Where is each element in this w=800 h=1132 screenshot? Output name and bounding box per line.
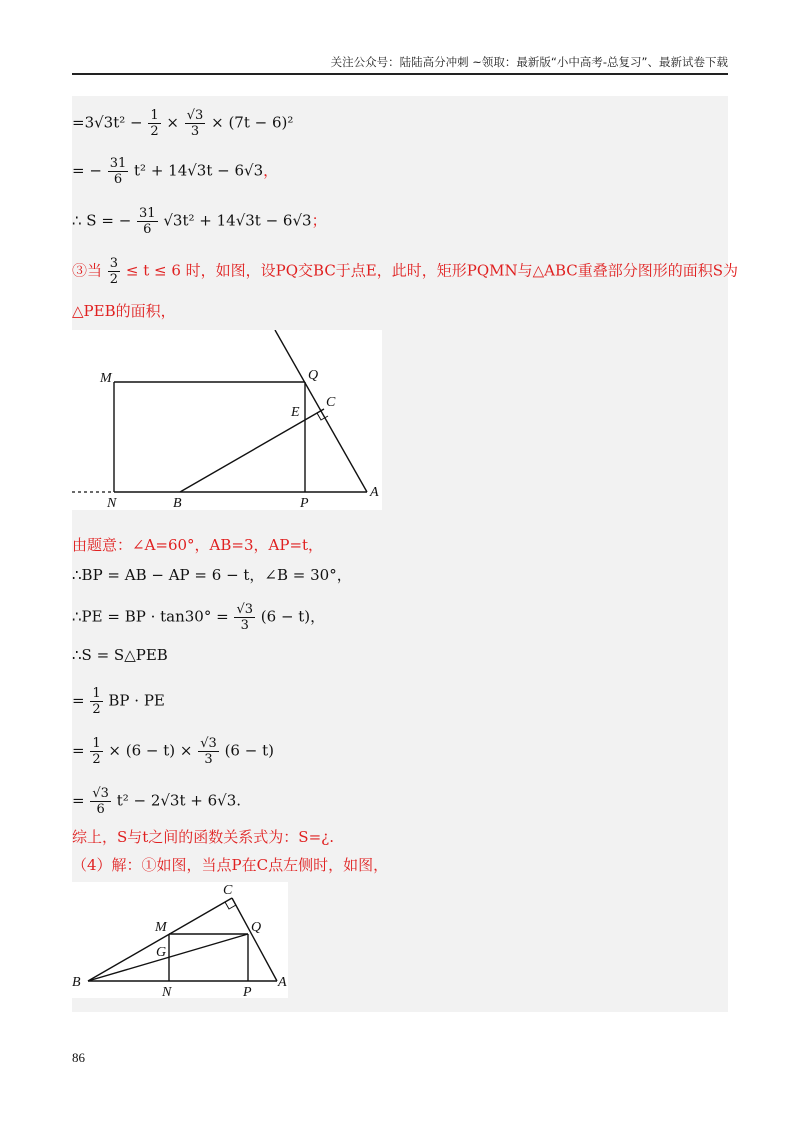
frac-3-over-2: $\frac{3}{2}$	[109, 256, 119, 287]
segment-BC	[88, 898, 232, 981]
equation-line-2	[72, 156, 278, 187]
bp-expression: ∴BP = AB − AP = 6 − t，∠B = 30°，	[72, 566, 352, 584]
frac-sqrt3-over-6: $\frac{√3}{6}$	[92, 786, 109, 817]
header-rule	[72, 73, 728, 75]
equation-line-1: =3√3t² − $\frac{1}{2}$ × $\frac{√3}{3}$ × (7t − 6)²	[72, 108, 294, 139]
label-B2: B	[72, 975, 81, 990]
case-3-statement	[72, 256, 738, 287]
eq2-prefix: = −	[72, 161, 107, 180]
given-conditions: 由题意：∠A=60°，AB=3，AP=t，	[72, 536, 324, 554]
page-header: 关注公众号：陆陆高分冲刺 ~领取：最新版“小中高考-总复习”、最新试卷下载	[330, 55, 728, 69]
eq2-tail: ，	[263, 161, 279, 180]
pe-prefix: ∴PE = BP · tan30° =	[72, 607, 234, 626]
eq3-body: √3t² + 14√3t − 6√3	[163, 211, 312, 230]
area-step-1	[72, 686, 165, 717]
frac-half-c: $\frac{1}{2}$	[92, 736, 101, 767]
pe-tail: (6 − t)，	[260, 607, 326, 626]
label-C2: C	[223, 883, 233, 898]
label-P2: P	[243, 985, 252, 998]
summary-line: 综上，S与t之间的函数关系式为：S=¿.	[72, 828, 334, 846]
frac-half-b: $\frac{1}{2}$	[92, 686, 101, 717]
area-definition: ∴S = S△PEB	[72, 646, 168, 664]
step3-eq: =	[72, 791, 90, 810]
label-C: C	[326, 395, 336, 410]
case-3-text: ≤ t ≤ 6 时，如图，设PQ交BC于点E，此时，矩形PQMN与△ABC重叠部分图形的面积S为	[125, 261, 739, 280]
area-step-3	[72, 786, 241, 817]
frac-sqrt3-over-3-c: $\frac{√3}{3}$	[200, 736, 217, 767]
eq1-tail: × (7t − 6)²	[211, 113, 294, 132]
step1-body: BP · PE	[108, 691, 165, 710]
step2-tail: (6 − t)	[224, 741, 274, 760]
frac-31-over-6-b: $\frac{31}{6}$	[139, 206, 156, 237]
label-N: N	[107, 496, 117, 510]
frac-half: $\frac{1}{2}$	[150, 108, 159, 139]
figure-2-svg	[72, 882, 288, 998]
eq3-prefix: ∴ S = −	[72, 211, 137, 230]
segment-BQ	[88, 934, 248, 981]
segment-CA	[232, 898, 277, 981]
label-A: A	[370, 485, 379, 500]
label-N2: N	[162, 985, 172, 998]
page-number: 86	[72, 1050, 85, 1065]
frac-sqrt3-over-3-b: $\frac{√3}{3}$	[236, 602, 253, 633]
frac-31-over-6: $\frac{31}{6}$	[109, 156, 127, 187]
label-Q: Q	[308, 368, 319, 383]
label-G2: G	[156, 945, 167, 960]
step2-mid: × (6 − t) ×	[108, 741, 198, 760]
figure-1-svg	[72, 330, 382, 510]
label-B: B	[173, 496, 182, 510]
eq3-tail: ；	[311, 211, 327, 230]
case-3-continued: △PEB的面积，	[72, 302, 176, 320]
label-E: E	[291, 405, 300, 420]
frac-sqrt3-over-3: $\frac{√3}{3}$	[186, 108, 204, 139]
label-M: M	[100, 371, 112, 386]
eq2-body: t² + 14√3t − 6√3	[134, 161, 264, 180]
solution-content	[72, 96, 739, 1012]
part-4-intro: （4）解：①如图，当点P在C点左侧时，如图，	[72, 856, 389, 874]
equation-line-3	[72, 206, 327, 237]
step3-body: t² − 2√3t + 6√3.	[116, 791, 242, 810]
step2-eq: =	[72, 741, 90, 760]
label-P: P	[300, 496, 309, 510]
case-3-label: ③当	[72, 261, 103, 280]
pe-expression	[72, 602, 325, 633]
eq1-prefix: =3√3t² −	[72, 113, 148, 132]
label-M2: M	[155, 920, 167, 935]
figure-rectangle-triangle-2	[72, 882, 288, 998]
segment-BC	[180, 409, 324, 492]
step1-eq: =	[72, 691, 90, 710]
label-Q2: Q	[251, 920, 262, 935]
figure-rectangle-triangle-1	[72, 330, 382, 510]
area-step-2	[72, 736, 274, 767]
label-A2: A	[278, 975, 287, 990]
